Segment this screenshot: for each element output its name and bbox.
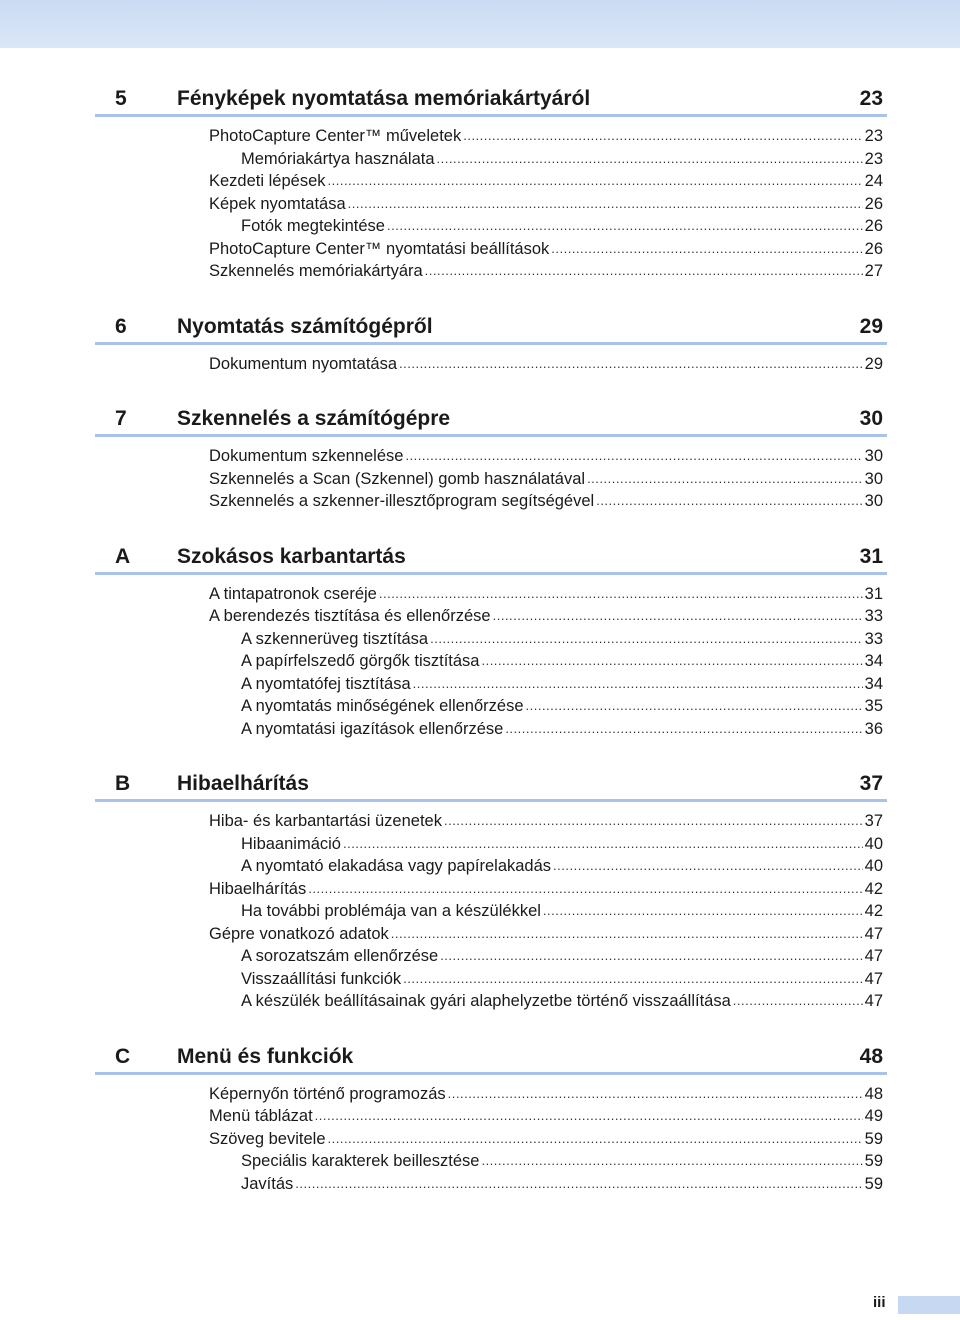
toc-entry[interactable] bbox=[95, 1128, 887, 1151]
toc-entry-page: 47 bbox=[864, 924, 883, 943]
dot-leader bbox=[463, 124, 862, 148]
toc-entry-list bbox=[95, 1083, 887, 1196]
toc-entry[interactable] bbox=[95, 468, 887, 491]
toc-entry-title: Képernyőn történő programozás bbox=[209, 1084, 446, 1103]
chapter-number: A bbox=[115, 544, 131, 568]
toc-entry-page: 23 bbox=[864, 127, 883, 145]
toc-entry-page: 47 bbox=[864, 947, 883, 965]
toc-entry-title: Hibaanimáció bbox=[241, 834, 341, 853]
toc-entry[interactable] bbox=[95, 990, 887, 1013]
toc-entry-page: 36 bbox=[864, 719, 883, 738]
dot-leader bbox=[430, 627, 863, 651]
dot-leader bbox=[437, 147, 863, 171]
toc-entry-page: 30 bbox=[864, 447, 883, 465]
dot-leader bbox=[733, 989, 863, 1013]
toc-entry-list bbox=[95, 445, 887, 513]
chapter-number: 7 bbox=[115, 407, 127, 430]
dot-leader bbox=[444, 809, 863, 833]
toc-entry[interactable] bbox=[95, 833, 887, 856]
toc-entry-list bbox=[95, 810, 887, 1013]
toc-entry-title: Szöveg bevitele bbox=[209, 1129, 326, 1148]
dot-leader bbox=[493, 604, 863, 628]
dot-leader bbox=[505, 717, 862, 741]
toc-entry-page: 49 bbox=[864, 1107, 883, 1125]
toc-entry[interactable] bbox=[95, 490, 887, 513]
chapter-heading[interactable] bbox=[95, 1033, 887, 1075]
toc-entry[interactable] bbox=[95, 583, 887, 606]
dot-leader bbox=[348, 192, 863, 216]
toc-entry-page: 37 bbox=[864, 812, 883, 830]
dot-leader bbox=[387, 214, 863, 238]
toc-entry-page: 42 bbox=[864, 902, 883, 920]
toc-entry-page: 47 bbox=[864, 992, 883, 1010]
toc-entry-title: Visszaállítási funkciók bbox=[241, 969, 402, 988]
toc-entry[interactable] bbox=[95, 673, 887, 696]
toc-entry-title: PhotoCapture Center™ műveletek bbox=[209, 127, 462, 145]
toc-entry-page: 34 bbox=[864, 674, 883, 693]
toc-entry-title: Dokumentum szkennelése bbox=[209, 447, 404, 465]
toc-entry[interactable] bbox=[95, 923, 887, 946]
toc-entry-page: 24 bbox=[864, 172, 883, 190]
toc-entry[interactable] bbox=[95, 238, 887, 261]
toc-entry[interactable] bbox=[95, 855, 887, 878]
toc-entry-title: Szkennelés a szkenner-illesztőprogram segítségével bbox=[209, 492, 595, 510]
chapter-number: C bbox=[115, 1044, 131, 1068]
dot-leader bbox=[405, 444, 862, 468]
dot-leader bbox=[425, 259, 863, 283]
toc-entry-page: 59 bbox=[864, 1129, 883, 1148]
dot-leader bbox=[413, 672, 863, 696]
dot-leader bbox=[308, 877, 862, 901]
toc-entry-title: Speciális karakterek beillesztése bbox=[241, 1152, 480, 1170]
toc-entry[interactable] bbox=[95, 945, 887, 968]
toc-entry[interactable] bbox=[95, 148, 887, 171]
toc-entry-title: A nyomtatás minőségének ellenőrzése bbox=[241, 697, 524, 715]
toc-entry[interactable] bbox=[95, 810, 887, 833]
toc-entry-title: Menü táblázat bbox=[209, 1107, 313, 1125]
dot-leader bbox=[399, 352, 863, 376]
toc-entry-title: Ha további problémája van a készülékkel bbox=[241, 902, 541, 920]
toc-entry[interactable] bbox=[95, 170, 887, 193]
toc-entry-title: A berendezés tisztítása és ellenőrzése bbox=[209, 607, 491, 625]
toc-entry-title: A tintapatronok cseréje bbox=[209, 584, 377, 603]
chapter-number: 5 bbox=[115, 87, 127, 110]
chapter-title: Fényképek nyomtatása memóriakártyáról bbox=[177, 87, 591, 110]
dot-leader bbox=[526, 694, 863, 718]
toc-entry-page: 31 bbox=[864, 584, 883, 603]
toc-entry-page: 47 bbox=[864, 969, 883, 988]
toc-entry[interactable] bbox=[95, 650, 887, 673]
toc-entry-title: Hiba- és karbantartási üzenetek bbox=[209, 812, 442, 830]
toc-entry-title: PhotoCapture Center™ nyomtatási beállítások bbox=[209, 239, 550, 258]
toc-entry-title: Hibaelhárítás bbox=[209, 879, 307, 898]
chapter-title: Menü és funkciók bbox=[177, 1044, 354, 1068]
toc-entry-title: Szkennelés a Scan (Szkennel) gomb használatával bbox=[209, 469, 586, 488]
chapter-page: 29 bbox=[859, 314, 883, 338]
dot-leader bbox=[343, 832, 863, 856]
toc-entry-page: 33 bbox=[864, 629, 883, 648]
dot-leader bbox=[328, 1127, 863, 1151]
toc-entry-page: 27 bbox=[864, 262, 883, 280]
toc-entry-title: Memóriakártya használata bbox=[241, 149, 435, 168]
toc-entry[interactable] bbox=[95, 605, 887, 628]
toc-entry-page: 30 bbox=[864, 469, 883, 488]
toc-entry-title: Szkennelés memóriakártyára bbox=[209, 262, 423, 280]
toc-entry-title: A nyomtatófej tisztítása bbox=[241, 674, 411, 693]
chapter-heading[interactable] bbox=[95, 395, 887, 437]
toc-entry-page: 26 bbox=[864, 239, 883, 258]
dot-leader bbox=[596, 489, 862, 513]
toc-entry[interactable] bbox=[95, 1083, 887, 1106]
toc-entry-title: A sorozatszám ellenőrzése bbox=[241, 947, 439, 965]
toc-entry-title: A nyomtatási igazítások ellenőrzése bbox=[241, 719, 504, 738]
chapter-page: 30 bbox=[859, 407, 883, 430]
header-band bbox=[0, 0, 960, 48]
dot-leader bbox=[543, 899, 863, 923]
dot-leader bbox=[448, 1082, 863, 1106]
toc-entry[interactable] bbox=[95, 260, 887, 283]
chapter-heading[interactable] bbox=[95, 303, 887, 345]
toc-entry[interactable] bbox=[95, 125, 887, 148]
toc-entry-page: 35 bbox=[864, 697, 883, 715]
toc-entry-title: Képek nyomtatása bbox=[209, 194, 346, 213]
table-of-contents bbox=[95, 75, 887, 1215]
toc-entry-page: 26 bbox=[864, 217, 883, 235]
toc-entry[interactable] bbox=[95, 193, 887, 216]
toc-entry[interactable] bbox=[95, 628, 887, 651]
dot-leader bbox=[403, 967, 862, 991]
dot-leader bbox=[551, 237, 862, 261]
footer-band bbox=[898, 1296, 960, 1314]
toc-entry-page: 29 bbox=[864, 354, 883, 373]
toc-entry[interactable] bbox=[95, 215, 887, 238]
chapter-number: B bbox=[115, 772, 131, 795]
toc-entry-list bbox=[95, 583, 887, 741]
chapter-number: 6 bbox=[115, 314, 127, 338]
chapter-page: 31 bbox=[859, 544, 883, 568]
toc-entry[interactable] bbox=[95, 900, 887, 923]
toc-entry-page: 26 bbox=[864, 194, 883, 213]
chapter-heading[interactable] bbox=[95, 75, 887, 117]
toc-entry-page: 34 bbox=[864, 652, 883, 670]
chapter-title: Szokásos karbantartás bbox=[177, 544, 406, 568]
page-number: iii bbox=[873, 1294, 886, 1311]
toc-entry[interactable] bbox=[95, 1173, 887, 1196]
toc-entry-page: 40 bbox=[864, 857, 883, 875]
toc-entry[interactable] bbox=[95, 1150, 887, 1173]
toc-entry-list bbox=[95, 125, 887, 283]
toc-entry[interactable] bbox=[95, 878, 887, 901]
toc-entry-page: 42 bbox=[864, 879, 883, 898]
dot-leader bbox=[481, 1149, 862, 1173]
toc-entry-page: 40 bbox=[864, 834, 883, 853]
dot-leader bbox=[587, 467, 863, 491]
toc-entry-title: A szkennerüveg tisztítása bbox=[241, 629, 429, 648]
toc-entry-page: 59 bbox=[864, 1152, 883, 1170]
toc-entry[interactable] bbox=[95, 445, 887, 468]
toc-entry-page: 33 bbox=[864, 607, 883, 625]
toc-entry[interactable] bbox=[95, 1105, 887, 1128]
dot-leader bbox=[379, 582, 863, 606]
toc-entry[interactable] bbox=[95, 695, 887, 718]
dot-leader bbox=[328, 169, 863, 193]
dot-leader bbox=[315, 1104, 863, 1128]
toc-entry-title: A készülék beállításainak gyári alaphelyzetbe történő visszaállítása bbox=[241, 992, 731, 1010]
chapter-heading[interactable] bbox=[95, 533, 887, 575]
toc-entry-page: 59 bbox=[864, 1174, 883, 1193]
toc-entry[interactable] bbox=[95, 968, 887, 991]
toc-entry-page: 23 bbox=[864, 149, 883, 168]
toc-entry-title: Gépre vonatkozó adatok bbox=[209, 924, 389, 943]
dot-leader bbox=[553, 854, 863, 878]
toc-entry-title: A nyomtató elakadása vagy papírelakadás bbox=[241, 857, 552, 875]
chapter-page: 23 bbox=[859, 87, 883, 110]
toc-entry-title: A papírfelszedő görgők tisztítása bbox=[241, 652, 480, 670]
toc-entry[interactable] bbox=[95, 718, 887, 741]
toc-entry-title: Kezdeti lépések bbox=[209, 172, 326, 190]
chapter-page: 37 bbox=[859, 772, 883, 795]
toc-entry-title: Fotók megtekintése bbox=[241, 217, 385, 235]
chapter-title: Nyomtatás számítógépről bbox=[177, 314, 433, 338]
toc-entry-page: 48 bbox=[864, 1084, 883, 1103]
toc-entry[interactable] bbox=[95, 353, 887, 376]
toc-entry-title: Javítás bbox=[241, 1174, 294, 1193]
chapter-title: Szkennelés a számítógépre bbox=[177, 407, 451, 430]
chapter-title: Hibaelhárítás bbox=[177, 772, 309, 795]
chapter-page: 48 bbox=[859, 1044, 883, 1068]
toc-entry-list bbox=[95, 353, 887, 376]
toc-entry-page: 30 bbox=[864, 492, 883, 510]
dot-leader bbox=[481, 649, 862, 673]
toc-entry-title: Dokumentum nyomtatása bbox=[209, 354, 398, 373]
chapter-heading[interactable] bbox=[95, 760, 887, 802]
dot-leader bbox=[391, 922, 863, 946]
dot-leader bbox=[295, 1172, 862, 1196]
dot-leader bbox=[440, 944, 862, 968]
